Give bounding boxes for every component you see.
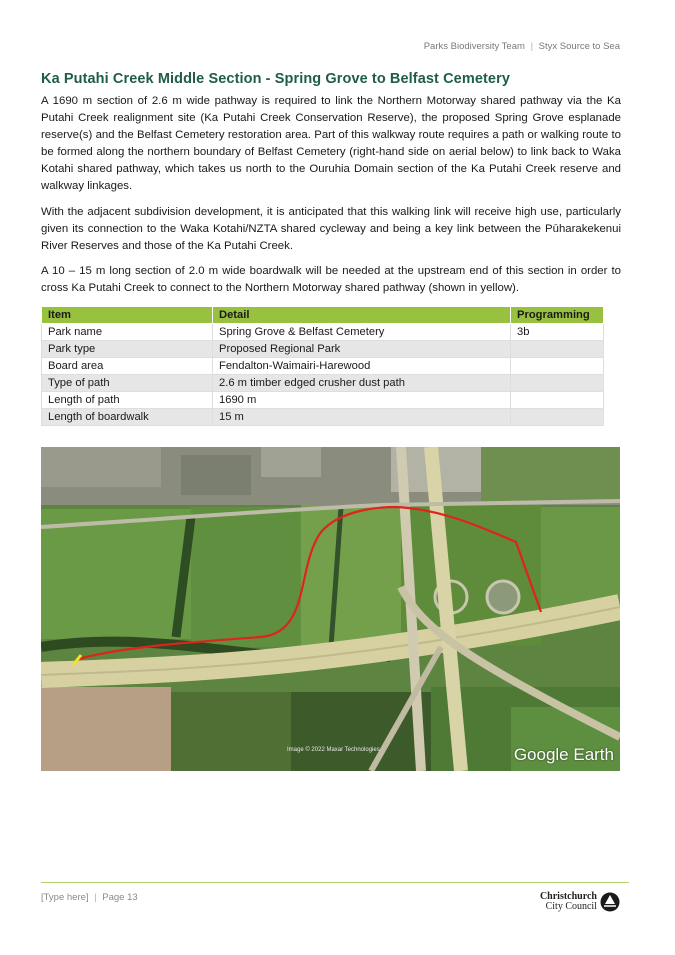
table-cell-item: Length of path [42,392,213,409]
page-footer [41,892,138,903]
google-earth-watermark: Google Earth [513,745,614,764]
table-cell-item: Park name [42,324,213,341]
footer-separator: | [94,892,97,903]
logo-line1: Christchurch [539,891,597,902]
table-cell-detail: Fendalton-Waimairi-Harewood [213,358,511,375]
aerial-map-drawing [41,447,620,771]
table-row [42,409,604,426]
footer-divider [41,882,629,883]
table-cell-detail: 1690 m [213,392,511,409]
header-project: Styx Source to Sea [538,41,620,52]
table-header-programming: Programming [511,307,604,324]
table-cell-programming [511,409,604,426]
paragraph-usage: With the adjacent subdivision development, it is anticipated that this walking link will receive high use, particularly given its connection to the Waka Kotahi/NZTA shared cycleway and being a key link between the Pūharakekenui River Reserves and those of the Ka Putahi Creek. [41,206,621,252]
table-cell-item: Length of boardwalk [42,409,213,426]
table-cell-item: Board area [42,358,213,375]
table-header-detail: Detail [213,307,511,324]
table-cell-item: Type of path [42,375,213,392]
table-row [42,375,604,392]
header-separator: | [530,41,534,52]
page-number: Page 13 [102,892,138,903]
table-row [42,392,604,409]
table-cell-programming [511,358,604,375]
section-title: Ka Putahi Creek Middle Section - Spring Grove to Belfast Cemetery [41,71,510,87]
aerial-map-image [41,447,620,771]
header-team: Parks Biodiversity Team [423,41,525,52]
table-cell-detail: Proposed Regional Park [213,341,511,358]
table-cell-detail: Spring Grove & Belfast Cemetery [213,324,511,341]
logo-line2: City Council [545,901,597,912]
table-cell-detail: 15 m [213,409,511,426]
table-row [42,358,604,375]
park-details-table [41,306,604,426]
paragraph-intro: A 1690 m section of 2.6 m wide pathway is required to link the Northern Motorway shared pathway via the Ka Putahi Creek realignment site (Ka Putahi Creek Conservation Reserve), the proposed Spring Grove esplanade reserve(s) and the Belfast Cemetery restoration area. Part of this walkway route requires a path or walking route to be formed along the northern boundary of Belfast Cemetery (right-hand side on aerial below) to link back to Waka Kotahi shared pathway, which takes us north to the Ouruhia Domain section of the Ka Putahi Creek reserve and walkway linkages. [41,95,621,192]
paragraph-boardwalk: A 10 – 15 m long section of 2.0 m wide boardwalk will be needed at the upstream end of this section in order to cross Ka Putahi Creek to connect to the Northern Motorway shared pathway (shown in yellow). [41,265,621,294]
page-header [424,41,620,52]
image-credit: Image © 2022 Maxar Technologies [287,747,380,753]
table-header-row [42,307,604,324]
table-cell-programming [511,375,604,392]
footer-placeholder: [Type here] [41,892,89,903]
table-cell-programming: 3b [511,324,604,341]
table-cell-programming [511,341,604,358]
table-row [42,341,604,358]
council-emblem-icon [600,892,620,912]
table-header-item: Item [42,307,213,324]
council-logo [540,892,620,912]
table-cell-item: Park type [42,341,213,358]
table-cell-detail: 2.6 m timber edged crusher dust path [213,375,511,392]
table-cell-programming [511,392,604,409]
table-row [42,324,604,341]
